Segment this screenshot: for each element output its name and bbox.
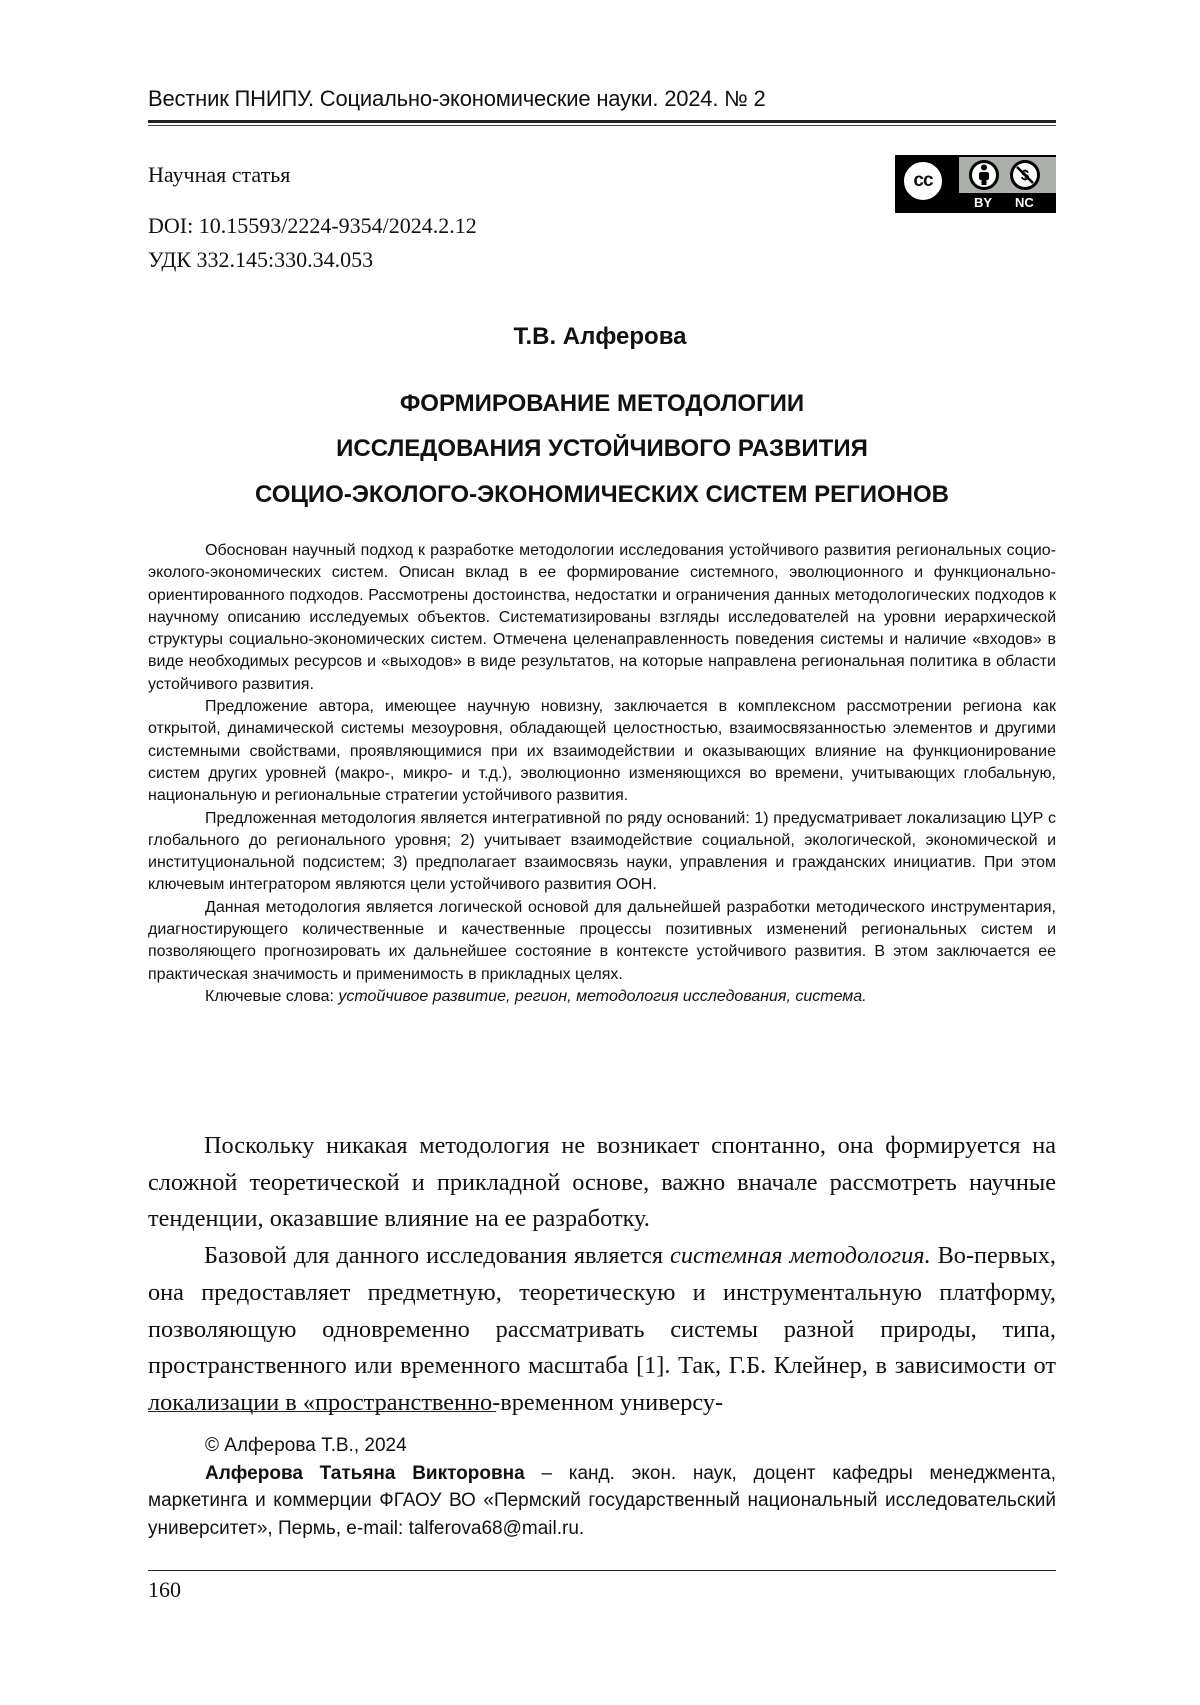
nc-label: NC (1015, 195, 1034, 210)
journal-header: Вестник ПНИПУ. Социально-экономические науки. 2024. № 2 (148, 86, 766, 112)
author-note-info: – канд. экон. наук, доцент кафедры менеджмента, маркетинга и коммерции ФГАОУ ВО «Пермский государственный национальный исследовательский университет», Пермь, e-mail: talferova68@mail.ru. (148, 1463, 1056, 1539)
title-line-1: ФОРМИРОВАНИЕ МЕТОДОЛОГИИ (148, 390, 1056, 418)
author-note-name: Алферова Татьяна Викторовна (205, 1463, 525, 1484)
body-p2-emphasis: системная методология. (670, 1242, 931, 1269)
title-line-2: ИССЛЕДОВАНИЯ УСТОЙЧИВОГО РАЗВИТИЯ (148, 435, 1056, 463)
header-rule-thick (148, 120, 1056, 123)
body-p2-end: Во-первых, она предоставляет предметную, теоретическую и инструментальную платформу, позволяющую одновременно рассматривать системы разной природы, типа, пространственного или временного масштаба [1]. Так, Г.Б. Клейнер, в зависимости от локализации в «пространственно-временном универсу- (148, 1242, 1056, 1416)
keywords-label: Ключевые слова: (205, 988, 338, 1005)
cc-license-badge (895, 155, 1056, 213)
abstract-paragraph-2: Предложение автора, имеющее научную новизну, заключается в комплексном рассмотрении региона как открытой, динамической системы мезоуровня, обладающей целостностью, взаимосвязанностью элементов и другими системными свойствами, проявляющимися при их взаимодействии и оказывающих влияние на функционирование систем других уровней (макро-, микро- и т.д.), эволюционно изменяющихся во времени, учитывающих глобальную, национальную и региональные стратегии устойчивого развития. (148, 696, 1056, 807)
abstract-paragraph-3: Предложенная методология является интегративной по ряду оснований: 1) предусматривает локализацию ЦУР с глобального до регионального уровня; 2) учитывает взаимодействие социальной, экологической, экономической и институциональной подсистем; 3) предполагает взаимосвязь науки, управления и гражданских инициатив. При этом ключевым интегратором являются цели устойчивого развития ООН. (148, 808, 1056, 897)
body-paragraph-2 (148, 1238, 1056, 1422)
abstract-paragraph-4: Данная методология является логической основой для дальнейшей разработки методического инструментария, диагностирующего количественные и качественные процессы позитивных изменений региональных систем и позволяющего прогнозировать их дальнейшее состояние в контексте устойчивого развития. В этом заключается ее практическая значимость и применимость в прикладных целях. (148, 897, 1056, 986)
doi: DOI: 10.15593/2224-9354/2024.2.12 (148, 213, 477, 239)
article-type: Научная статья (148, 162, 290, 188)
attribution-icon (969, 160, 999, 190)
abstract-paragraph-1: Обоснован научный подход к разработке методологии исследования устойчивого развития региональных социо-эколого-экономических систем. Описан вклад в ее формирование системного, эволюционного и функционально-ориентированного подходов. Рассмотрены достоинства, недостатки и ограничения данных методологических подходов к научному описанию исследуемых объектов. Систематизированы взгляды исследователей на уровни иерархической структуры социально-экономических систем. Отмечена целенаправленность поведения системы и наличие «входов» в виде необходимых ресурсов и «выходов» в виде результатов, на которые направлена региональная политика в области устойчивого развития. (148, 540, 1056, 696)
title-line-3: СОЦИО-ЭКОЛОГО-ЭКОНОМИЧЕСКИХ СИСТЕМ РЕГИОНОВ (148, 481, 1056, 509)
footnotes (148, 1432, 1056, 1542)
keywords (148, 986, 1056, 1008)
body-paragraph-1: Поскольку никакая методология не возникает спонтанно, она формируется на сложной теоретической и прикладной основе, важно вначале рассмотреть научные тенденции, оказавшие влияние на ее разработку. (148, 1128, 1056, 1238)
author-name: Т.В. Алферова (0, 323, 1200, 351)
page (0, 0, 1200, 1705)
copyright-note: © Алферова Т.В., 2024 (148, 1432, 1056, 1460)
udk: УДК 332.145:330.34.053 (148, 247, 373, 273)
body-text (148, 1128, 1056, 1422)
footnote-rule (148, 1411, 496, 1412)
header-rule-thin (148, 125, 1056, 126)
page-number: 160 (148, 1577, 181, 1603)
body-p2-start: Базовой для данного исследования является (204, 1242, 670, 1269)
footer-rule (148, 1570, 1056, 1571)
abstract (148, 540, 1056, 1008)
non-commercial-icon (1010, 160, 1040, 190)
creative-commons-icon: cc (901, 159, 945, 203)
author-note (148, 1460, 1056, 1543)
by-label: BY (974, 195, 992, 210)
keywords-text: устойчивое развитие, регион, методология исследования, система. (338, 988, 866, 1005)
